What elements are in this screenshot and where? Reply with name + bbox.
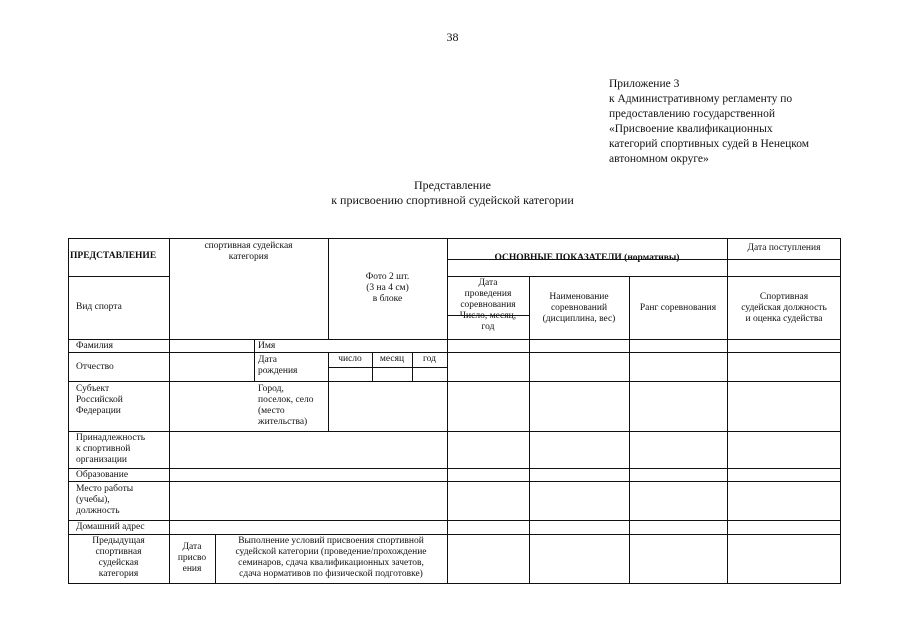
cell-month: месяц [379,354,405,364]
cell-text-line: судейская [98,558,139,568]
cell-federal-subject [76,384,123,417]
cell-text-line: семинаров, сдача квалификационных зачетов, [238,558,424,568]
cell-text-line: Субъект [76,384,110,394]
cell-education: Образование [76,470,129,480]
document-title [0,178,905,208]
cell-competition-name [529,292,629,325]
appendix-line: Приложение 3 [609,78,680,90]
cell-surname: Фамилия [76,341,114,351]
cell-text-line: (дисциплина, вес) [542,314,616,324]
cell-text-line: проведения [464,289,512,299]
cell-text-line: Дата [478,278,498,288]
cell-assignment-date [169,542,215,575]
page-number: 38 [446,30,459,44]
cell-previous-category [68,536,169,580]
cell-sport-category [169,241,328,263]
cell-text-line: категория [228,252,269,262]
representation-form-table [68,238,841,584]
cell-text-line: сдача нормативов по физической подготовке) [239,569,423,579]
cell-main-indicators: ОСНОВНЫЕ ПОКАЗАТЕЛИ (нормативы) [494,253,680,263]
cell-text-line: Предыдущая [92,536,145,546]
cell-text-line: ения [182,564,202,574]
document-title-line: к присвоению спортивной судейской категории [331,193,574,207]
cell-text-line: организации [76,455,128,465]
cell-date-received: Дата поступления [747,243,821,253]
cell-text-line: Наименование [549,292,609,302]
cell-day: число [338,354,362,364]
cell-competition-date [447,278,529,333]
cell-text-line: (3 на 4 см) [366,283,409,293]
cell-text-line: рождения [258,366,298,376]
cell-text-line: Дата [258,355,277,365]
cell-judge-position [727,292,841,325]
cell-text-line: судейской категории (проведение/прохождение [235,547,427,557]
appendix-line: категорий спортивных судей в Ненецком [609,138,810,150]
cell-date-of-birth [258,355,297,377]
cell-text-line: судейская должность [741,303,827,313]
cell-text-line: Город, [258,384,284,394]
cell-patronymic: Отчество [76,362,114,372]
cell-text-line: спортивная [95,547,142,557]
cell-text-line: Место работы [76,484,134,494]
cell-text-line: Российской [76,395,123,405]
cell-text-line: и оценка судейства [745,314,823,324]
cell-text-line: Выполнение условий присвоения спортивной [238,536,424,546]
cell-text-line: к спортивной [76,444,131,454]
cell-text-line: Фото 2 шт. [365,272,410,282]
cell-text-line: Дата [182,542,202,552]
cell-text-line: в блоке [372,294,403,304]
cell-text-line: поселок, село [258,395,314,405]
cell-city [258,384,314,428]
cell-text-line: год [481,322,495,332]
cell-text-line: Принадлежность [76,433,146,443]
cell-text-line: соревнований [550,303,608,313]
appendix-line: к Административному регламенту по [609,93,793,105]
cell-sport-type: Вид спорта [76,302,122,312]
cell-text-line: Спортивная [759,292,809,302]
appendix-note [609,77,869,167]
cell-workplace [76,484,133,517]
cell-text-line: Федерации [76,406,121,416]
cell-text-line: должность [76,506,120,516]
appendix-line: «Присвоение квалификационных [609,123,773,135]
cell-year: год [423,354,436,364]
cell-text-line: (учебы), [76,495,110,505]
cell-home-address: Домашний адрес [76,522,145,532]
cell-conditions [215,536,447,580]
appendix-line: предоставлению государственной [609,108,775,120]
cell-name: Имя [258,341,276,351]
cell-sports-organization [76,433,145,466]
cell-text-line: жительства) [258,417,308,427]
document-title-line: Представление [414,178,491,192]
cell-text-line: спортивная судейская [204,241,293,251]
cell-text-line: категория [98,569,139,579]
cell-photo [328,272,447,305]
appendix-line: автономном округе» [609,153,709,165]
cell-text-line: Число, месяц, [459,311,517,321]
cell-competition-rank: Ранг соревнования [639,303,717,313]
cell-text-line: присво [177,553,207,563]
cell-representation: ПРЕДСТАВЛЕНИЕ [70,251,157,261]
cell-text-line: соревнования [460,300,516,310]
cell-text-line: (место [258,406,285,416]
